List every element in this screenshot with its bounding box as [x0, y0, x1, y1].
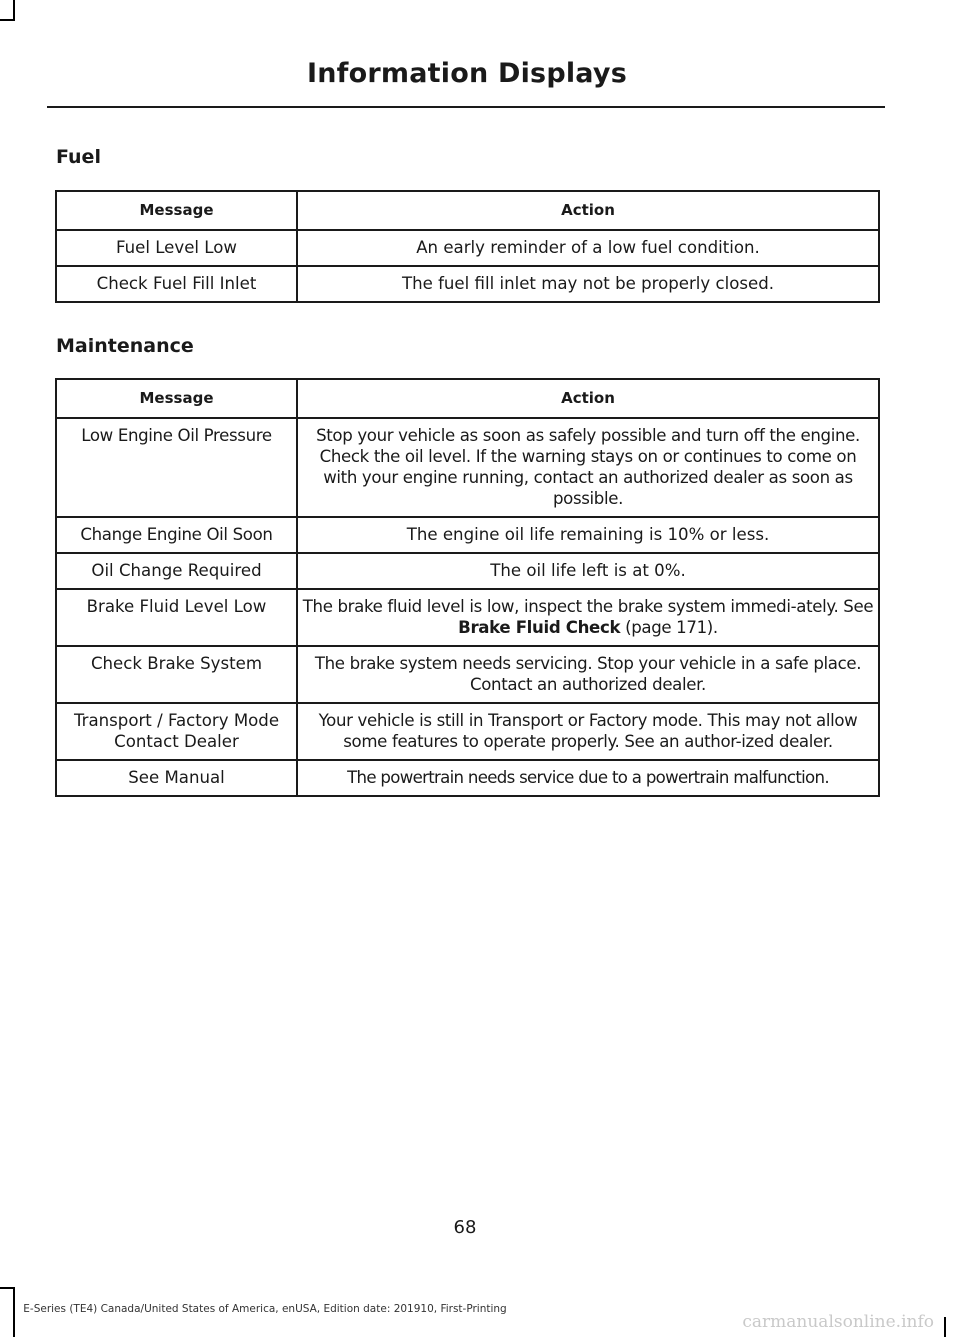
- message-cell: Change Engine Oil Soon: [56, 517, 297, 553]
- table-row: [56, 553, 879, 589]
- section-title-fuel: Fuel: [56, 146, 101, 168]
- message-cell: Fuel Level Low: [56, 230, 297, 266]
- table-header-row: [56, 379, 879, 418]
- table-row: [56, 418, 879, 517]
- action-cell: An early reminder of a low fuel condition.: [297, 230, 879, 266]
- column-header-action: Action: [297, 191, 879, 230]
- action-text: The brake fluid level is low, inspect the brake system immedi-ately. See: [302, 597, 874, 616]
- message-cell: Transport / Factory Mode Contact Dealer: [56, 703, 297, 760]
- page-number: 68: [453, 1217, 477, 1238]
- maintenance-table: [55, 378, 880, 797]
- page-reference: (page 171).: [620, 618, 718, 637]
- watermark: carmanualsonline.info: [742, 1312, 934, 1332]
- page-title: Information Displays: [307, 58, 627, 89]
- cross-reference-link[interactable]: Brake Fluid Check: [458, 618, 621, 637]
- action-cell: The fuel fill inlet may not be properly closed.: [297, 266, 879, 302]
- action-cell: Stop your vehicle as soon as safely possible and turn off the engine. Check the oil level. If the warning stays on or continues to come on with your engine running, contact an authorized dealer as soon as possible.: [297, 418, 879, 517]
- footer-text: E-Series (TE4) Canada/United States of America, enUSA, Edition date: 201910, First-Printing: [23, 1303, 507, 1315]
- message-cell: Oil Change Required: [56, 553, 297, 589]
- column-header-action: Action: [297, 379, 879, 418]
- table-row: [56, 703, 879, 760]
- crop-mark: [0, 1287, 15, 1289]
- table-row: [56, 646, 879, 703]
- action-cell: The powertrain needs service due to a powertrain malfunction.: [297, 760, 879, 796]
- table-header-row: [56, 191, 879, 230]
- crop-mark: [944, 1317, 946, 1337]
- message-cell: Check Brake System: [56, 646, 297, 703]
- crop-mark: [0, 19, 15, 21]
- table-row: [56, 230, 879, 266]
- action-cell: The brake system needs servicing. Stop your vehicle in a safe place. Contact an authorized dealer.: [297, 646, 879, 703]
- table-row: [56, 266, 879, 302]
- action-cell: Your vehicle is still in Transport or Factory mode. This may not allow some features to operate properly. See an author-ized dealer.: [297, 703, 879, 760]
- fuel-table: [55, 190, 880, 303]
- section-title-maintenance: Maintenance: [56, 335, 194, 357]
- table-row: [56, 760, 879, 796]
- table-row: [56, 517, 879, 553]
- action-cell: [297, 589, 879, 646]
- message-cell: Low Engine Oil Pressure: [56, 418, 297, 517]
- action-cell: The engine oil life remaining is 10% or less.: [297, 517, 879, 553]
- column-header-message: Message: [56, 379, 297, 418]
- header-rule: [47, 106, 885, 108]
- table-row: [56, 589, 879, 646]
- message-cell: Check Fuel Fill Inlet: [56, 266, 297, 302]
- crop-mark: [13, 0, 15, 20]
- message-cell: See Manual: [56, 760, 297, 796]
- message-cell: Brake Fluid Level Low: [56, 589, 297, 646]
- column-header-message: Message: [56, 191, 297, 230]
- action-cell: The oil life left is at 0%.: [297, 553, 879, 589]
